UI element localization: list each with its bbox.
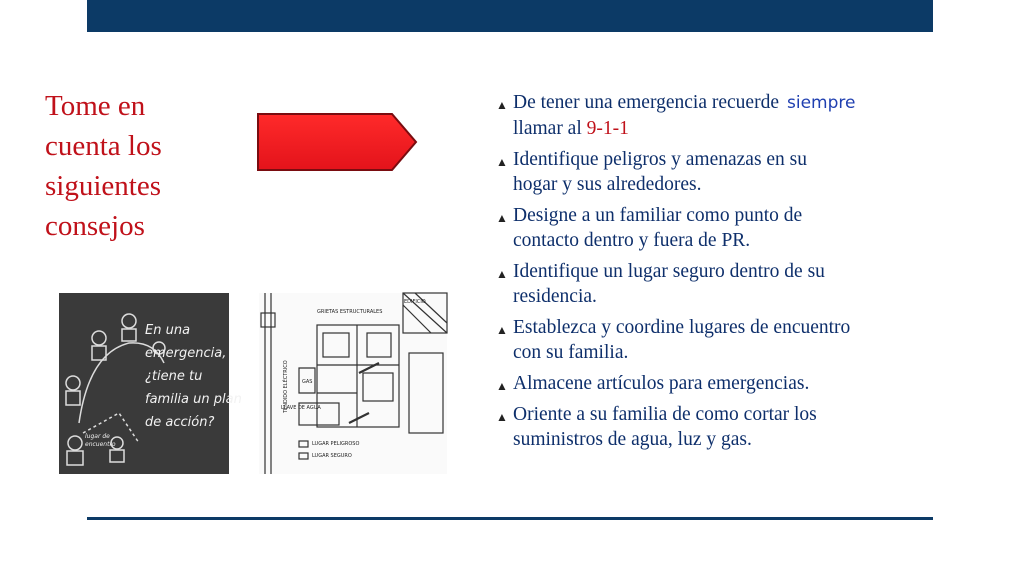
floor-plan-label: GRIETAS ESTRUCTURALES [317, 309, 383, 315]
list-item [496, 371, 936, 396]
title-line: Tome en [45, 90, 146, 122]
floor-plan-label: LLAVE DE AGUA [281, 405, 321, 411]
triangle-bullet-icon: ▲ [496, 410, 508, 424]
tip-text: hogar y sus alrededores. [513, 174, 702, 195]
tip-text: suministros de agua, luz y gas. [513, 429, 752, 450]
pentagon-arrow-icon [256, 112, 418, 172]
tip-line [513, 116, 936, 141]
emergency-number: 9-1-1 [586, 118, 629, 139]
slide-title [45, 86, 245, 246]
triangle-bullet-icon: ▲ [496, 267, 508, 281]
list-item [496, 315, 936, 365]
tip-text: Designe a un familiar como punto de [513, 205, 803, 226]
floor-plan-image [259, 293, 447, 474]
list-item [496, 147, 936, 197]
floor-plan-legend: LUGAR SEGURO [312, 453, 352, 459]
tip-text: Identifique un lugar seguro dentro de su [513, 261, 825, 282]
chalk-small-line: encuentro [85, 441, 116, 448]
chalk-line: En una [145, 323, 191, 338]
triangle-bullet-icon: ▲ [496, 379, 508, 393]
list-item [496, 90, 936, 141]
top-header-bar [87, 0, 933, 32]
tip-text: Almacene artículos para emergencias. [513, 373, 810, 394]
tips-list [496, 90, 936, 458]
chalk-small-label [85, 433, 116, 449]
tip-text: con su familia. [513, 342, 629, 363]
tip-text: contacto dentro y fuera de PR. [513, 230, 751, 251]
tip-highlight: siempre [786, 93, 856, 113]
tip-text: Identifique peligros y amenazas en su [513, 149, 808, 170]
triangle-bullet-icon: ▲ [496, 211, 508, 225]
tip-text: residencia. [513, 286, 597, 307]
title-line: consejos [45, 210, 145, 242]
floor-plan-label: EDIFICIO [404, 299, 426, 305]
title-line: siguientes [45, 170, 161, 202]
floor-plan-label: TENDIDO ELÉCTRICO [283, 360, 289, 413]
title-line: cuenta los [45, 130, 162, 162]
chalk-small-line: lugar de [85, 433, 110, 440]
floor-plan-label: GAS [302, 379, 313, 385]
triangle-bullet-icon: ▲ [496, 323, 508, 337]
tip-text: Oriente a su familia de como cortar los [513, 404, 817, 425]
list-item [496, 203, 936, 253]
chalk-line: familia un plan [145, 392, 242, 407]
chalkboard-image [59, 293, 242, 474]
bottom-divider [87, 517, 933, 520]
floor-plan-legend: LUGAR PELIGROSO [312, 441, 360, 447]
triangle-bullet-icon: ▲ [496, 98, 508, 112]
tip-text: De tener una emergencia recuerde [513, 92, 779, 113]
chalk-question [145, 319, 242, 434]
chalk-line: emergencia, [145, 346, 227, 361]
chalk-line: de acción? [145, 415, 215, 430]
tip-text: Establezca y coordine lugares de encuentro [513, 317, 851, 338]
chalk-line: ¿tiene tu [145, 369, 203, 384]
list-item [496, 259, 936, 309]
list-item [496, 402, 936, 452]
tip-line [513, 90, 936, 116]
tip-text: llamar al [513, 118, 587, 139]
triangle-bullet-icon: ▲ [496, 155, 508, 169]
